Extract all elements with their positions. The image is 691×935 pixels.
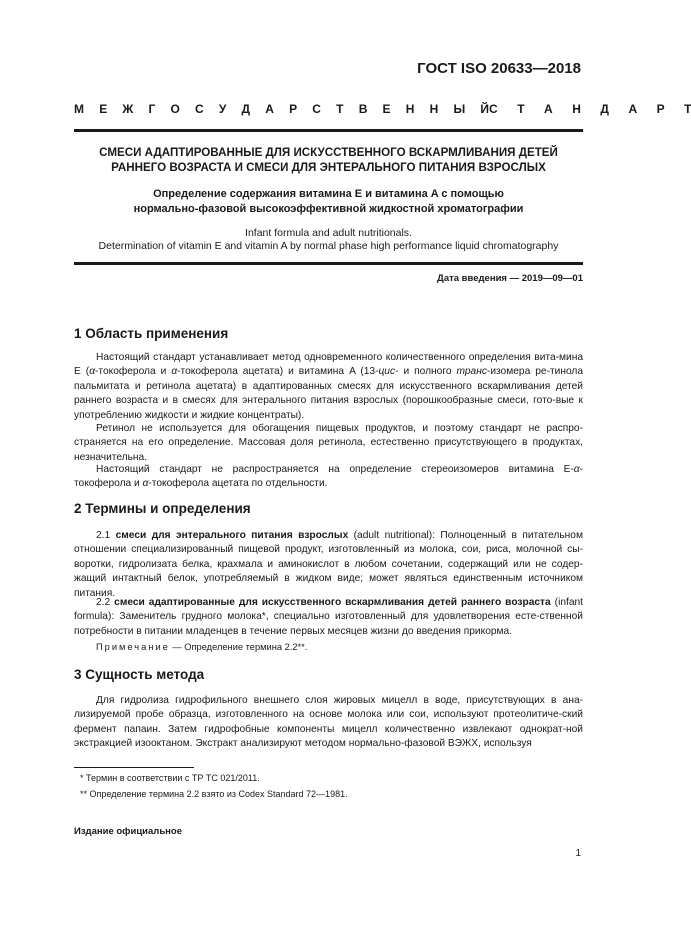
section-3-heading: 3 Сущность метода — [74, 667, 205, 682]
banner-word-interstate — [74, 102, 489, 116]
banner-letter: С — [489, 102, 498, 116]
section-1-paragraph-3: Настоящий стандарт не распространяется на определение стереоизомеров витамина E-α-токоферола и α-токоферола ацетата по отдельности. — [74, 464, 583, 490]
interstate-standard-banner — [74, 102, 691, 116]
banner-letter: Ж — [122, 102, 134, 116]
title-en-line-2: Determination of vitamin E and vitamin A by normal phase high performance liquid chromatography — [98, 240, 559, 252]
banner-letter: О — [170, 102, 180, 116]
banner-letter: Н — [429, 102, 439, 116]
section-3-paragraph-1: Для гидролиза гидрофильного внешнего слоя жировых мицелл в воде, присутствующих в ана-лизируемой пробе образца, изготовленного на основе молока или сои, используют протеолитиче-ский фермент папаин. Затем гидрофобные компоненты мицелл количественно извлекают однократ-ной экстракцией изооктаном. Экстракт анализируют методом нормально-фазовой ВЭЖХ, используя — [74, 695, 583, 750]
banner-letter: Е — [382, 102, 391, 116]
banner-letter: У — [218, 102, 227, 116]
banner-letter: С — [312, 102, 321, 116]
banner-letter: Й — [480, 102, 490, 116]
banner-letter: Н — [572, 102, 581, 116]
subtitle-line-1: Определение содержания витамина E и витамина A с помощью — [153, 188, 504, 200]
banner-letter: Р — [656, 102, 665, 116]
official-edition-label: Издание официальное — [74, 826, 182, 837]
banner-letter: В — [358, 102, 368, 116]
section-1-paragraph-1: Настоящий стандарт устанавливает метод одновременного количественного определения вита-мина E (α-токоферола и α-токоферола ацетата) и витамина A (13-цис- и полного транс-изомера ре-тинола пальмитата и ретинола ацетата) в адаптированных смесях для искусственного вскармливания детей раннего возраста и в смесях для энтерального питания взрослых (порошкообразные смеси, гото-вые к употреблению жидкости и жидкие концентраты). — [74, 352, 583, 421]
term-2-1: 2.1 смеси для энтерального питания взрослых (adult nutritional): Полноценный в питательном отношении специализированный пищевой продукт, изготовленный из молока, сои, риса, молочной сы-воротки, гидролизата белка, крахмала и аминокислот в любом сочетании, содержащий или не содер-жащий интактный белок, употребляемый в жидком виде; может являться единственным источником питания. — [74, 530, 583, 599]
banner-letter: Г — [148, 102, 156, 116]
footnote-divider — [74, 767, 194, 768]
page-number: 1 — [575, 848, 581, 859]
banner-letter: А — [544, 102, 553, 116]
banner-letter: Д — [241, 102, 251, 116]
section-2-heading: 2 Термины и определения — [74, 501, 251, 516]
banner-letter: Т — [684, 102, 691, 116]
section-1-heading: 1 Область применения — [74, 326, 229, 341]
banner-letter: Р — [289, 102, 298, 116]
banner-letter: А — [628, 102, 638, 116]
banner-letter: М — [74, 102, 84, 116]
footnote-2: ** Определение термина 2.2 взято из Codex Standard 72—1981. — [80, 789, 348, 799]
banner-letter: Ы — [453, 102, 466, 116]
top-divider — [74, 129, 583, 132]
title-divider — [74, 262, 583, 265]
term-2-2: 2.2 смеси адаптированные для искусственного вскармливания детей раннего возраста (infant formula): Заменитель грудного молока*, специально изготовленный для удовлетворения есте-ственной потребности в питании младенцев в течение первых месяцев жизни до введения прикорма. — [74, 597, 583, 637]
subtitle-line-2: нормально-фазовой высокоэффективной жидкостной хроматографии — [133, 203, 524, 215]
banner-letter: А — [265, 102, 274, 116]
banner-word-standard — [489, 102, 691, 116]
title-en-line-1: Infant formula and adult nutritionals. — [245, 227, 412, 239]
footnote-1: * Термин в соответствии с ТР ТС 021/2011. — [80, 773, 260, 783]
banner-letter: Т — [517, 102, 525, 116]
introduction-date: Дата введения — 2019—09—01 — [437, 273, 583, 284]
document-code: ГОСТ ISO 20633—2018 — [417, 60, 581, 77]
title-line-1: СМЕСИ АДАПТИРОВАННЫЕ ДЛЯ ИСКУССТВЕННОГО ВСКАРМЛИВАНИЯ ДЕТЕЙ — [99, 146, 558, 159]
document-subtitle-ru — [74, 187, 583, 217]
banner-letter: Д — [600, 102, 609, 116]
document-title-ru — [74, 145, 583, 175]
banner-letter: С — [194, 102, 204, 116]
document-title-en — [74, 227, 583, 253]
banner-letter: Е — [99, 102, 108, 116]
banner-letter: Т — [336, 102, 344, 116]
banner-letter: Н — [405, 102, 415, 116]
section-1-paragraph-2: Ретинол не используется для обогащения пищевых продуктов, и поэтому стандарт не распро-страняется на его определение. Массовая доля ретинола, естественно присутствующего в продуктах, незначительна. — [74, 423, 583, 463]
title-line-2: РАННЕГО ВОЗРАСТА И СМЕСИ ДЛЯ ЭНТЕРАЛЬНОГО ПИТАНИЯ ВЗРОСЛЫХ — [111, 161, 546, 174]
note: Примечание — Определение термина 2.2**. — [96, 642, 308, 652]
